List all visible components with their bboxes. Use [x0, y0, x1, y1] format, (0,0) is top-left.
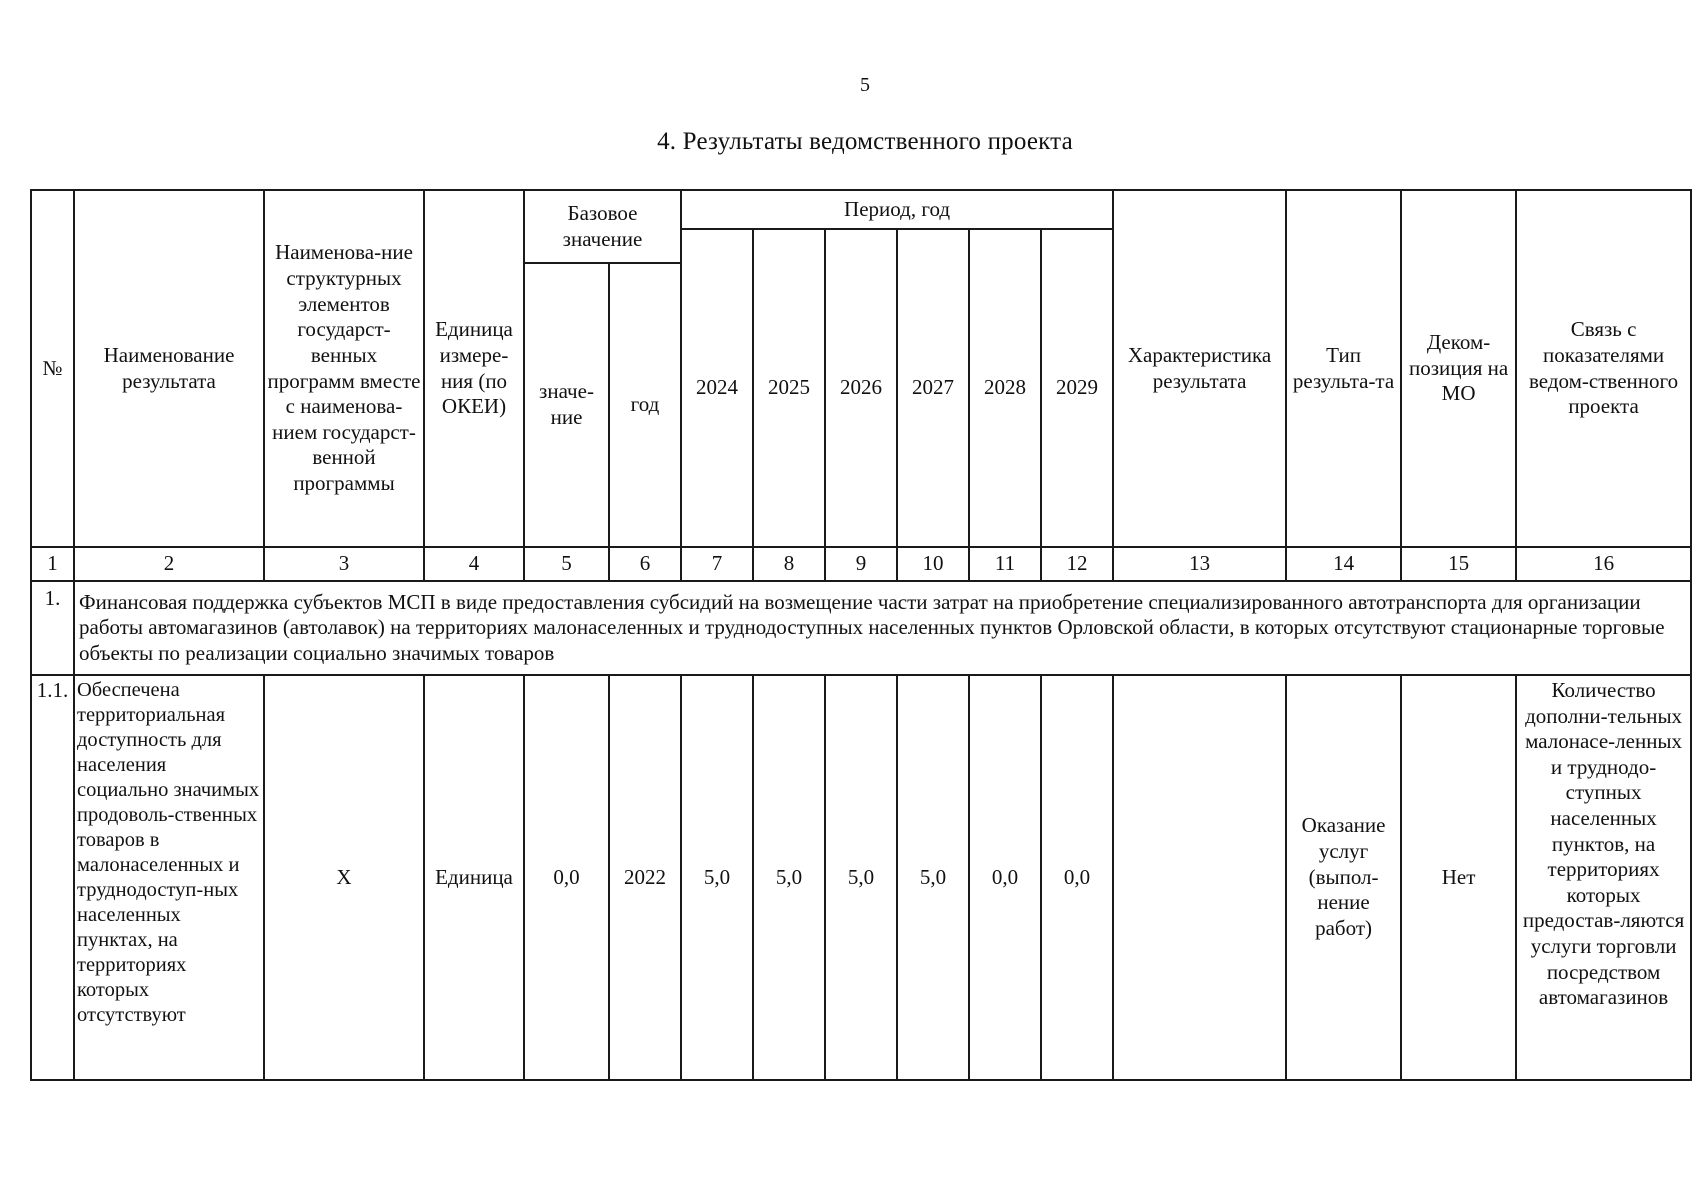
page-number: 5 — [860, 74, 870, 96]
row-value: 5,0 — [681, 675, 753, 1080]
row-base-year: 2022 — [609, 675, 681, 1080]
header-type: Тип результа-та — [1286, 190, 1401, 547]
column-number: 14 — [1286, 547, 1401, 581]
row-characteristic — [1113, 675, 1286, 1080]
row-unit: Единица — [424, 675, 524, 1080]
header-year: 2026 — [825, 229, 897, 547]
section-title: 4. Результаты ведомственного проекта — [657, 128, 1073, 155]
row-value: 5,0 — [825, 675, 897, 1080]
column-number: 10 — [897, 547, 969, 581]
column-number: 15 — [1401, 547, 1516, 581]
header-decomposition: Деком-позиция на МО — [1401, 190, 1516, 547]
column-number: 5 — [524, 547, 609, 581]
header-year: 2029 — [1041, 229, 1113, 547]
row-value: 0,0 — [969, 675, 1041, 1080]
row-number: 1.1. — [31, 675, 74, 1080]
header-characteristic: Характеристика результата — [1113, 190, 1286, 547]
column-number: 6 — [609, 547, 681, 581]
section-text: Финансовая поддержка субъектов МСП в виде предоставления субсидий на возмещение части затрат на приобретение специализированного автотранспорта для организации работы автомагазинов (автолавок) на территориях малонаселенных и труднодоступных населенных пунктов Орловской области, в которых отсутствуют стационарные торговые объекты по реализации социально значимых товаров — [74, 581, 1691, 675]
header-year: 2027 — [897, 229, 969, 547]
row-value: 0,0 — [1041, 675, 1113, 1080]
column-number: 11 — [969, 547, 1041, 581]
column-number: 9 — [825, 547, 897, 581]
header-unit: Единица измере-ния (по ОКЕИ) — [424, 190, 524, 547]
row-result-name: Обеспечена территориальная доступность для населения социально значимых продоволь-ственных товаров в малонаселенных и труднодоступ-ных населенных пунктах, на территориях которых отсутствуют — [74, 675, 264, 1080]
header-period-group: Период, год — [681, 190, 1113, 229]
column-number: 16 — [1516, 547, 1691, 581]
row-value: 5,0 — [897, 675, 969, 1080]
row-base-value: 0,0 — [524, 675, 609, 1080]
column-number: 8 — [753, 547, 825, 581]
column-number: 12 — [1041, 547, 1113, 581]
header-year: 2025 — [753, 229, 825, 547]
row-value: 5,0 — [753, 675, 825, 1080]
row-link: Количество дополни-тельных малонасе-ленных и труднодо-ступных населенных пунктов, на территориях которых предостав-ляются услуги торговли посредством автомагазинов — [1516, 675, 1691, 1080]
header-base-value: значе-ние — [524, 263, 609, 547]
header-link: Связь с показателями ведом-ственного проекта — [1516, 190, 1691, 547]
row-decomposition: Нет — [1401, 675, 1516, 1080]
header-base-year: год — [609, 263, 681, 547]
header-base-group: Базовое значение — [524, 190, 681, 263]
results-table — [30, 189, 1692, 1081]
header-num: № — [31, 190, 74, 547]
column-number: 3 — [264, 547, 424, 581]
header-year: 2024 — [681, 229, 753, 547]
section-number: 1. — [31, 581, 74, 675]
header-year: 2028 — [969, 229, 1041, 547]
column-number: 2 — [74, 547, 264, 581]
header-result-name: Наименование результата — [74, 190, 264, 547]
header-structural-elements: Наименова-ние структурных элементов государст-венных программ вместе с наименова-нием государст-венной программы — [264, 190, 424, 547]
column-number: 4 — [424, 547, 524, 581]
row-type: Оказание услуг (выпол-нение работ) — [1286, 675, 1401, 1080]
row-structural: X — [264, 675, 424, 1080]
column-number: 7 — [681, 547, 753, 581]
column-number: 1 — [31, 547, 74, 581]
column-number: 13 — [1113, 547, 1286, 581]
